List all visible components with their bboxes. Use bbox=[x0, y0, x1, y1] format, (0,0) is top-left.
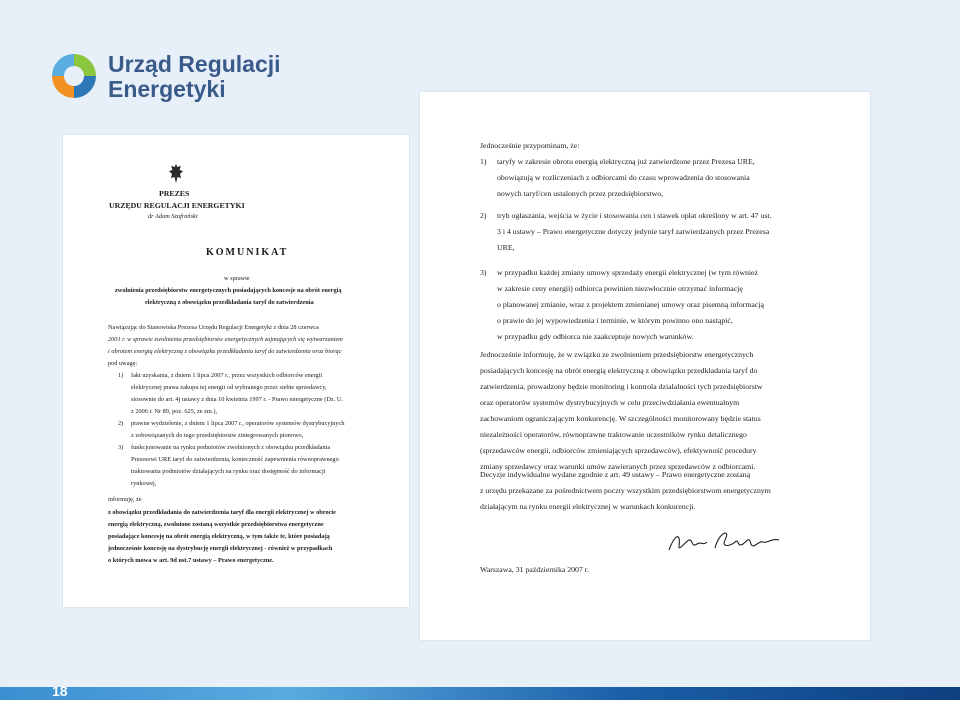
point-line: 3 i 4 ustawy – Prawo energetyczne dotyczy jedynie taryf zatwierdzanych przez Prezesa bbox=[497, 227, 770, 236]
paragraph-line: działającym na rynku energii elektrycznej w warunkach konkurencji. bbox=[480, 502, 696, 511]
logo-line-1: Urząd Regulacji bbox=[108, 51, 281, 77]
left-document-page bbox=[63, 135, 409, 607]
point-line: funkcjonowanie na rynku podmiotów zwolnionych z obowiązku przedkładania bbox=[131, 444, 331, 451]
reminder-heading: Jednocześnie przypominam, że: bbox=[480, 141, 580, 150]
point-number: 2) bbox=[118, 420, 124, 427]
point-line: w przypadku każdej zmiany umowy sprzedaży energii elektrycznej (w tym również bbox=[497, 268, 758, 277]
header-title: PREZES bbox=[159, 189, 190, 198]
paragraph-line: z urzędu przekazane za pośrednictwem poczty wszystkim przedsiębiorstwom energetycznym bbox=[480, 486, 771, 495]
ure-logo bbox=[48, 50, 288, 106]
inform-label: informuję, że bbox=[108, 496, 142, 503]
point-number: 1) bbox=[118, 372, 124, 379]
handwritten-signature-icon bbox=[665, 524, 785, 558]
subject-line: zwolnienia przedsiębiorstw energetycznych posiadających koncesje na obrót energią bbox=[115, 287, 342, 294]
point-number: 2) bbox=[480, 211, 487, 220]
point-line: elektrycznej prawa zakupu tej energii od wybranego przez siebie sprzedawcy, bbox=[131, 384, 327, 391]
point-line: z zobowiązanych do tego przedsiębiorstw zintegrowanych pionowo, bbox=[131, 432, 304, 439]
subject-line: w sprawie bbox=[224, 275, 250, 282]
point-line: stosownie do art. 4j ustawy z dnia 10 kwietnia 1997 r. - Prawo energetyczne (Dz. U. bbox=[131, 396, 343, 403]
paragraph-line: (sprzedawców energii, odbiorców zmieniających sprzedawców), efektywność procedury bbox=[480, 446, 757, 455]
point-line: taryfy w zakresie obrotu energią elektryczną już zatwierdzone przez Prezesa URE, bbox=[497, 157, 755, 166]
point-line: rynkowej, bbox=[131, 480, 157, 487]
logo-text bbox=[108, 52, 281, 102]
polish-eagle-emblem-icon bbox=[168, 163, 184, 185]
point-line: w przypadku gdy odbiorca nie zaakceptuje nowych warunków. bbox=[497, 332, 694, 341]
point-line: traktowania podmiotów działających na rynku oraz dostępność do informacji bbox=[131, 468, 326, 475]
right-document-page bbox=[420, 92, 870, 640]
point-line: w zakresie ceny energii) odbiorca powinien niezwłocznie otrzymać informację bbox=[497, 284, 743, 293]
point-line: Prezesowi URE taryf do zatwierdzenia, konieczność zapewnienia równoprawnego bbox=[131, 456, 339, 463]
point-number: 1) bbox=[480, 157, 487, 166]
header-name: dr Adam Szafrański bbox=[148, 213, 198, 220]
point-line: z 2006 r. Nr 89, poz. 625, ze zm.), bbox=[131, 408, 218, 415]
conclusion-line: posiadające koncesję na obrót energią elektryczną, w tym także te, które posiadają bbox=[108, 533, 330, 540]
bottom-strip bbox=[0, 700, 960, 718]
point-line: prawne wydzielenie, z dniem 1 lipca 2007 r., operatorów systemów dystrybucyjnych bbox=[131, 420, 345, 427]
paragraph-line: zachowaniom ograniczającym konkurencję. W szczególności monitorowany będzie status bbox=[480, 414, 761, 423]
subject-line: elektryczną z obowiązku przedkładania taryf do zatwierdzenia bbox=[145, 299, 314, 306]
point-line: tryb ogłaszania, wejścia w życie i stosowania cen i stawek opłat określony w art. 47 ust. bbox=[497, 211, 772, 220]
paragraph-line: Jednocześnie informuję, że w związku ze zwolnieniem przedsiębiorstw energetycznych bbox=[480, 350, 754, 359]
conclusion-line: jednocześnie koncesję na dystrybucję energii elektrycznej - również w przypadkach bbox=[108, 545, 333, 552]
point-line: o prawie do jej wypowiedzenia i terminie, w którym powinno ono nastąpić, bbox=[497, 316, 733, 325]
paragraph-line: zatwierdzenia, prowadzony będzie monitoring i kontrola działalności tych przedsiębiorstw bbox=[480, 382, 763, 391]
conclusion-line: energią elektryczną, zwolnione zostaną wszystkie przedsiębiorstwa energetyczne bbox=[108, 521, 324, 528]
intro-line: i obrotem energią elektryczną z obowiązku przedkładania taryf do zatwierdzenia oraz biorąc bbox=[108, 348, 342, 355]
point-line: fakt uzyskania, z dniem 1 lipca 2007 r., przez wszystkich odbiorców energii bbox=[131, 372, 323, 379]
intro-line: 2001 r. w sprawie zwolnienia przedsiębiorstw energetycznych zajmujących się wytwarzaniem bbox=[108, 336, 343, 343]
paragraph-line: niezależności operatorów, równoprawne traktowanie uczestników rynku detalicznego bbox=[480, 430, 747, 439]
ure-logo-mark-icon bbox=[48, 50, 100, 102]
point-line: nowych taryf/cen ustalonych przez przedsiębiorstwo, bbox=[497, 189, 664, 198]
conclusion-line: o których mowa w art. 9d ust.7 ustawy – Prawo energetyczne. bbox=[108, 557, 274, 564]
header-office: URZĘDU REGULACJI ENERGETYKI bbox=[109, 201, 245, 210]
paragraph-line: zmiany sprzedawcy oraz warunki umów zawieranych przez sprzedawców z odbiorcami. bbox=[480, 462, 756, 471]
footer-bar bbox=[0, 687, 960, 700]
paragraph-line: posiadających koncesję na obrót energią elektryczną z obowiązku przedkładania taryf do bbox=[480, 366, 758, 375]
intro-line: pod uwagę: bbox=[108, 360, 138, 367]
intro-line: Nawiązując do Stanowiska Prezesa Urzędu Regulacji Energetyki z dnia 28 czerwca bbox=[108, 324, 319, 331]
point-number: 3) bbox=[118, 444, 124, 451]
page-number: 18 bbox=[52, 683, 68, 699]
date-line: Warszawa, 31 października 2007 r. bbox=[480, 565, 589, 574]
conclusion-line: z obowiązku przedkładania do zatwierdzenia taryf dla energii elektrycznej w obrocie bbox=[108, 509, 336, 516]
paragraph-line: oraz operatorów systemów dystrybucyjnych w celu przeciwdziałania ewentualnym bbox=[480, 398, 740, 407]
point-line: obowiązują w rozliczeniach z odbiorcami do czasu wprowadzenia do stosowania bbox=[497, 173, 750, 182]
paragraph-line: Decyzje indywidualne wydane zgodnie z art. 49 ustawy – Prawo energetyczne zostaną bbox=[480, 470, 751, 479]
point-line: o planowanej zmianie, wraz z projektem zmienianej umowy oraz pisemną informacją bbox=[497, 300, 764, 309]
point-number: 3) bbox=[480, 268, 487, 277]
doc-title: KOMUNIKAT bbox=[206, 247, 289, 258]
logo-line-2: Energetyki bbox=[108, 76, 226, 102]
point-line: URE, bbox=[497, 243, 515, 252]
